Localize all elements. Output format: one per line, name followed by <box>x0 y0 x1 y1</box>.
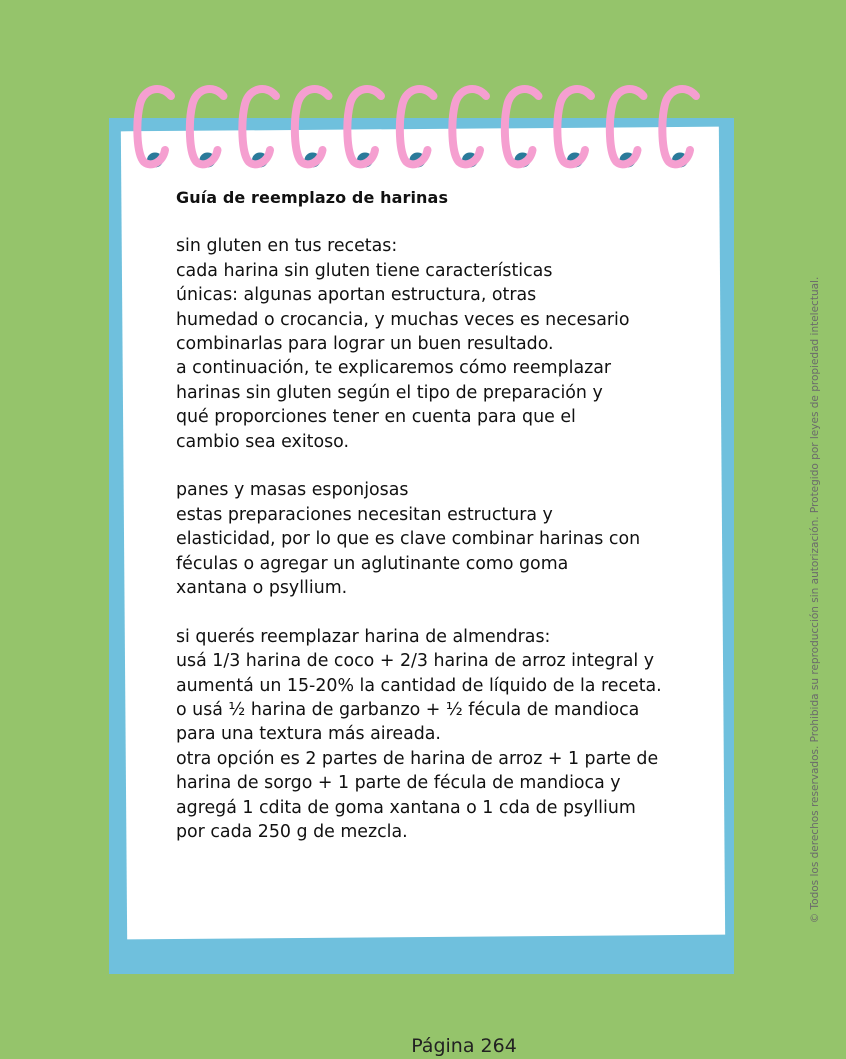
text-line: cambio sea exitoso. <box>176 431 350 452</box>
text-line: para una textura más aireada. <box>176 724 441 745</box>
text-line: o usá ½ harina de garbanzo + ½ fécula de mandioca <box>176 700 640 721</box>
breads-paragraph <box>176 478 696 600</box>
binding-ring <box>137 89 171 167</box>
page-content <box>176 186 696 845</box>
binding-ring <box>557 89 591 167</box>
text-line: usá 1/3 harina de coco + 2/3 harina de arroz integral y <box>176 651 655 672</box>
page-number: Página 264 <box>411 1035 517 1057</box>
text-line: panes y masas esponjosas <box>176 480 409 501</box>
text-line: cada harina sin gluten tiene características <box>176 260 553 281</box>
text-line: otra opción es 2 partes de harina de arroz + 1 parte de <box>176 748 659 769</box>
binding-ring <box>452 89 486 167</box>
text-line: combinarlas para lograr un buen resultado. <box>176 334 554 355</box>
binding-ring <box>242 89 276 167</box>
text-line: humedad o crocancia, y muchas veces es necesario <box>176 309 630 330</box>
almond-replacement-paragraph <box>176 625 696 845</box>
text-line: por cada 250 g de mezcla. <box>176 822 408 843</box>
binding-ring <box>190 89 224 167</box>
binding-ring <box>347 89 381 167</box>
binding-ring <box>400 89 434 167</box>
text-line: xantana o psyllium. <box>176 578 348 599</box>
text-line: harinas sin gluten según el tipo de preparación y <box>176 382 603 403</box>
text-line: si querés reemplazar harina de almendras: <box>176 626 551 647</box>
binding-ring <box>610 89 644 167</box>
text-line: agregá 1 cdita de goma xantana o 1 cda de psyllium <box>176 797 636 818</box>
binding-ring <box>505 89 539 167</box>
text-line: sin gluten en tus recetas: <box>176 236 398 257</box>
page-title: Guía de reemplazo de harinas <box>176 188 449 207</box>
text-line: aumentá un 15-20% la cantidad de líquido de la receta. <box>176 675 662 696</box>
text-line: harina de sorgo + 1 parte de fécula de mandioca y <box>176 773 621 794</box>
text-line: únicas: algunas aportan estructura, otras <box>176 285 537 306</box>
text-line: qué proporciones tener en cuenta para que el <box>176 407 576 428</box>
spiral-binding <box>125 80 705 185</box>
text-line: estas preparaciones necesitan estructura y <box>176 504 553 525</box>
copyright-notice: © Todos los derechos reservados. Prohibida su reproducción sin autorización. Protegido por leyes de propiedad intelectual. <box>809 276 821 924</box>
binding-ring <box>662 89 696 167</box>
text-line: elasticidad, por lo que es clave combinar harinas con <box>176 529 641 550</box>
binding-ring <box>295 89 329 167</box>
text-line: féculas o agregar un aglutinante como goma <box>176 553 569 574</box>
text-line: a continuación, te explicaremos cómo reemplazar <box>176 358 612 379</box>
intro-paragraph <box>176 234 696 454</box>
